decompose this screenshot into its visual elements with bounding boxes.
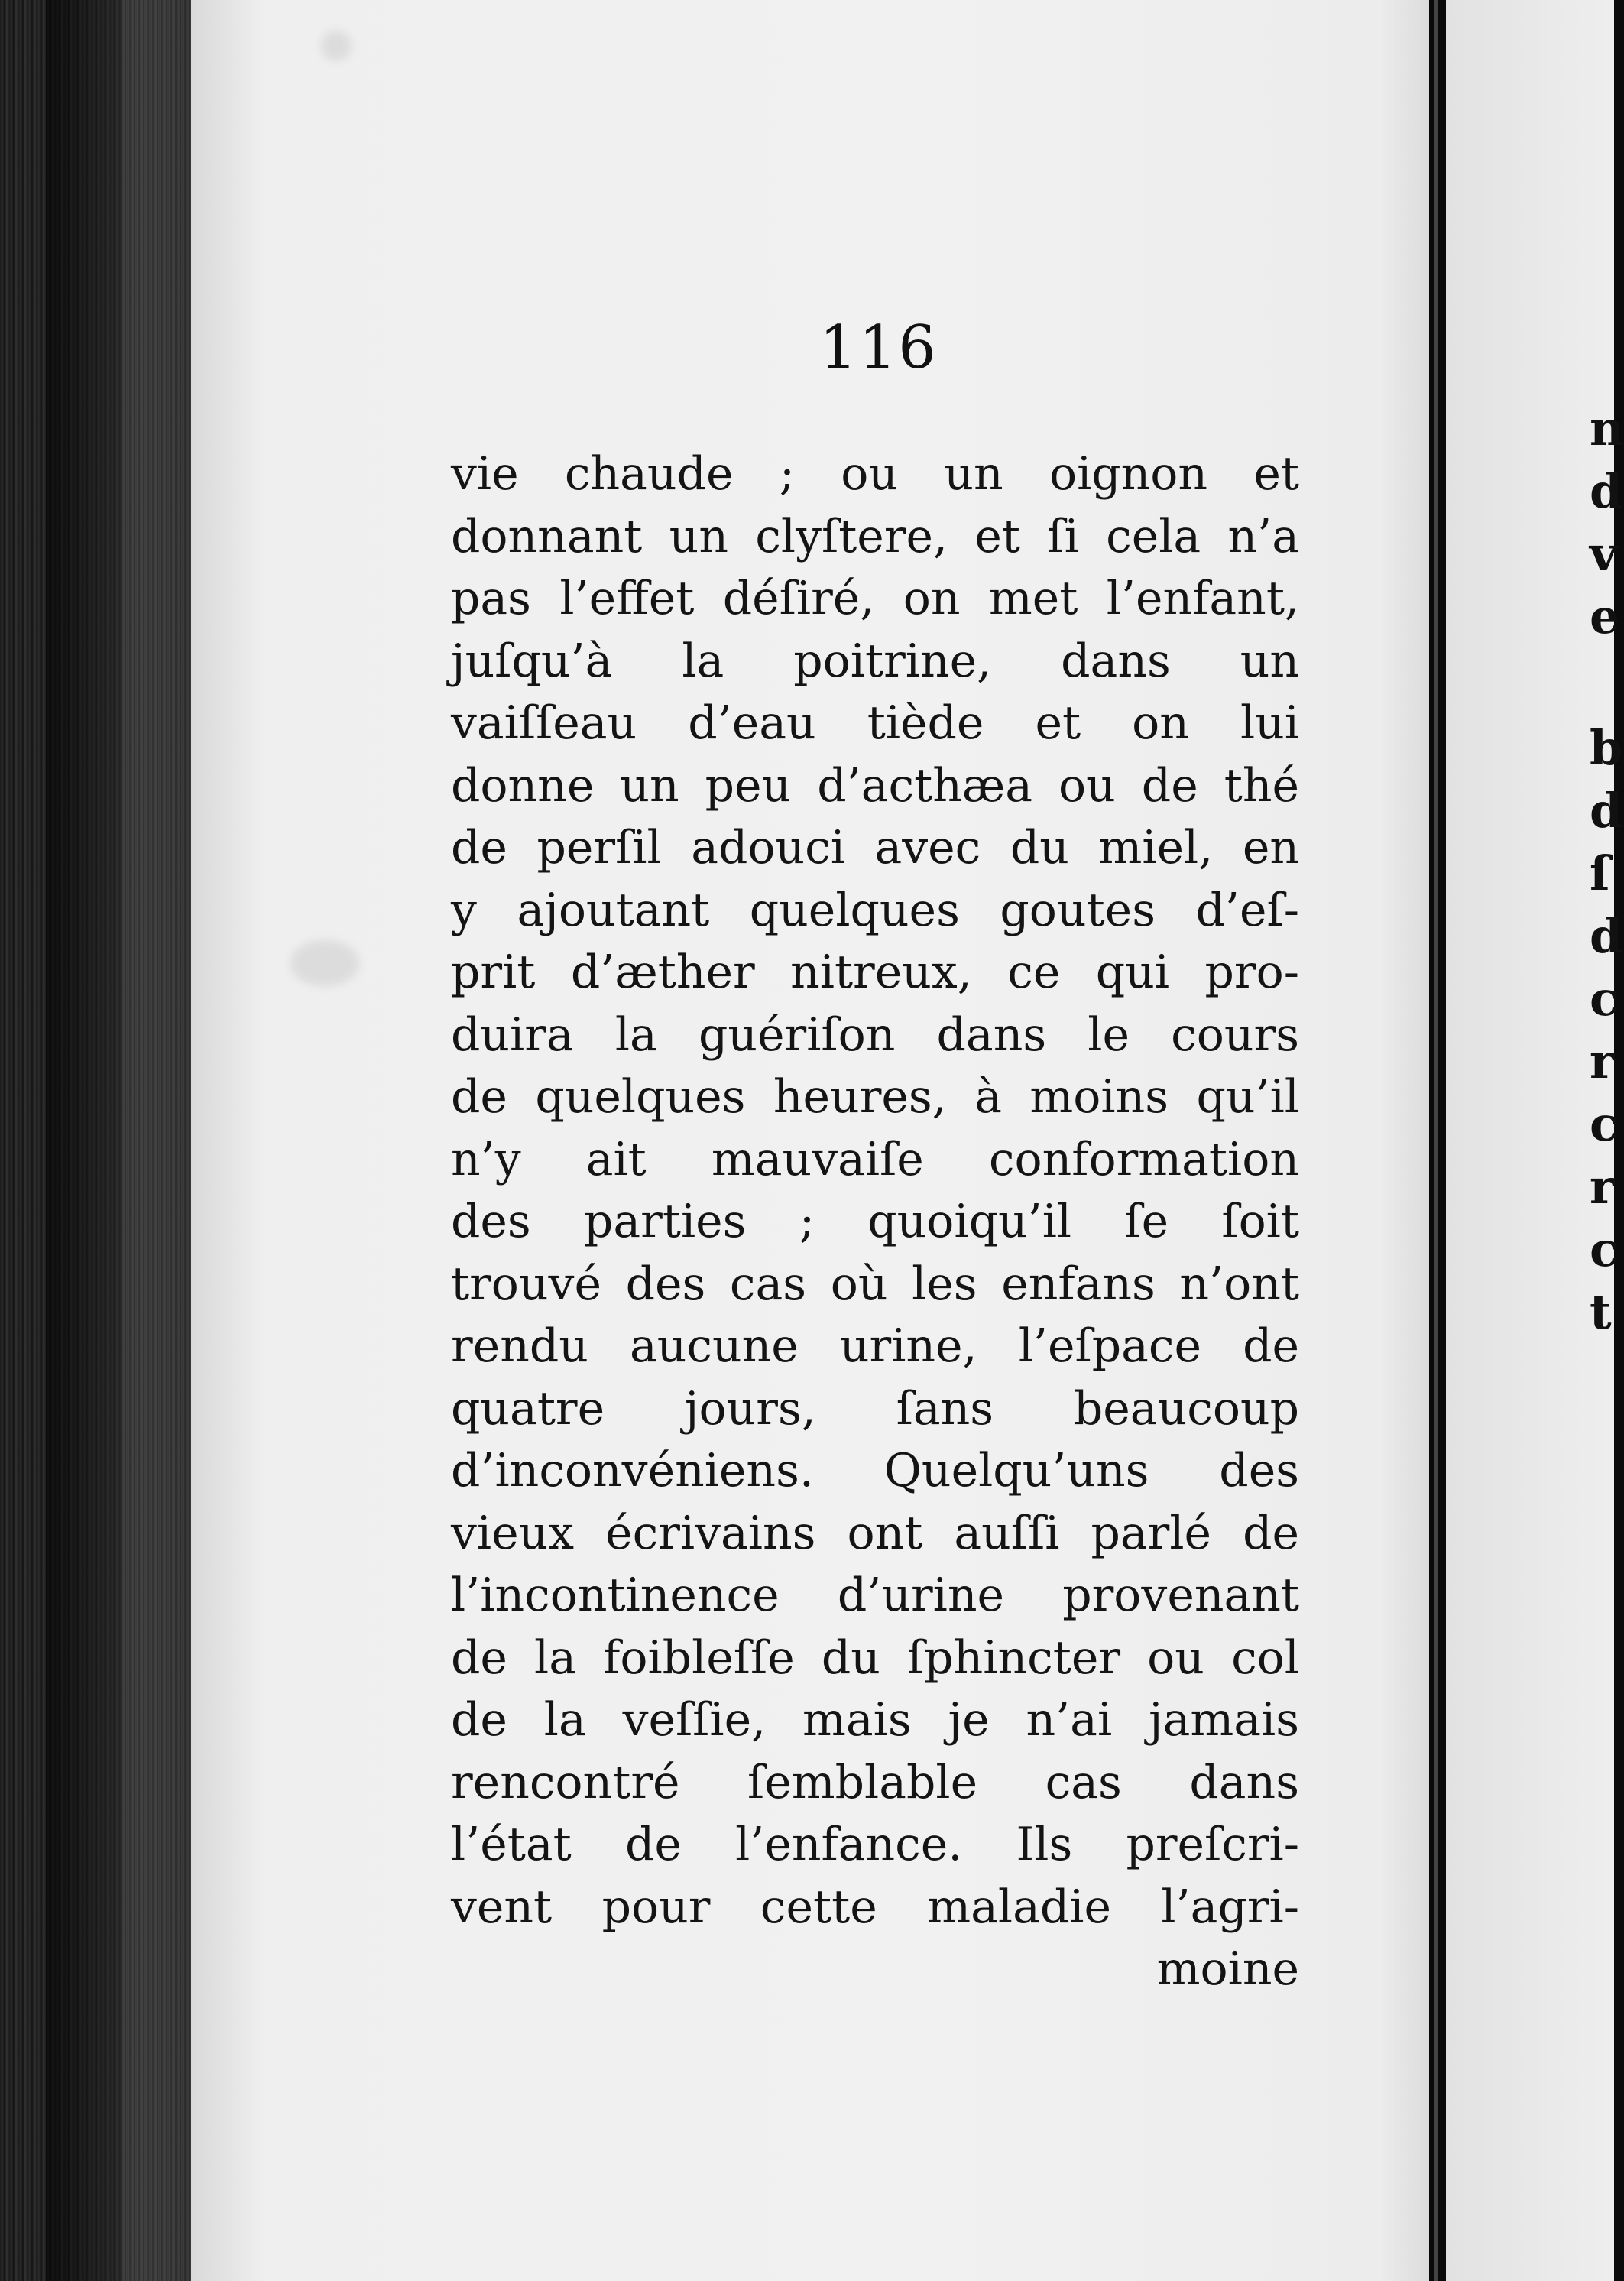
catchword: moine	[1156, 1942, 1299, 1996]
facing-line: r	[1590, 1159, 1615, 1215]
facing-line: c	[1590, 1096, 1619, 1152]
text-line: vieux écrivains ont auſſi parlé de	[451, 1506, 1299, 1560]
facing-line: c	[1590, 971, 1619, 1027]
text-line: vaiſſeau d’eau tiède et on lui	[451, 696, 1299, 750]
page-edges	[122, 0, 191, 2281]
text-line: n’y ait mauvaiſe conformation	[451, 1132, 1299, 1186]
stain	[290, 940, 359, 986]
facing-line: d	[1590, 783, 1623, 839]
page-number: 116	[819, 313, 938, 382]
text-line: de la foibleſſe du ſphincter ou col	[451, 1630, 1299, 1685]
page-gutter	[1429, 0, 1446, 2281]
text-line: rencontré ſemblable cas dans	[451, 1755, 1299, 1809]
text-line: trouvé des cas où les enfans n’ont	[451, 1257, 1299, 1311]
text-line: prit d’æther nitreux, ce qui pro-	[451, 946, 1299, 999]
text-line: donnant un clyſtere, et ſi cela n’a	[451, 509, 1299, 563]
text-line: l’incontinence d’urine provenant	[451, 1569, 1299, 1622]
facing-line: v	[1590, 526, 1618, 582]
facing-line: b	[1590, 720, 1623, 776]
body-text	[451, 443, 1299, 2001]
text-line: d’inconvéniens. Quelqu’uns des	[451, 1444, 1299, 1497]
facing-page-text	[1590, 397, 1624, 1344]
facing-page-edge	[1434, 0, 1438, 2281]
facing-line: ſ	[1590, 845, 1610, 901]
text-line: de perſil adouci avec du miel, en	[451, 821, 1299, 874]
facing-line: d	[1590, 463, 1623, 519]
text-line: vie chaude ; ou un oignon et	[451, 447, 1299, 501]
text-line: de quelques heures, à moins qu’il	[451, 1070, 1299, 1124]
facing-line: n	[1590, 401, 1624, 456]
text-line: vent pour cette maladie l’agri-	[451, 1880, 1299, 1934]
text-line: des parties ; quoiqu’il ſe ſoit	[451, 1195, 1299, 1248]
facing-gap	[1590, 648, 1620, 717]
facing-line: e	[1590, 589, 1620, 644]
facing-line: c	[1590, 1222, 1619, 1277]
facing-line: d	[1590, 908, 1623, 964]
text-line: l’état de l’enfance. Ils preſcri-	[451, 1818, 1299, 1871]
facing-line: r	[1590, 1033, 1615, 1089]
text-line: rendu aucune urine, l’eſpace de	[451, 1319, 1299, 1373]
facing-page	[1446, 0, 1614, 2281]
facing-line: t	[1590, 1284, 1612, 1340]
text-line: donne un peu d’acthæa ou de thé	[451, 758, 1299, 813]
text-line: juſqu’à la poitrine, dans un	[451, 634, 1299, 688]
text-line: duira la guériſon dans le cours	[451, 1007, 1299, 1062]
text-line: y ajoutant quelques goutes d’eſ-	[451, 883, 1299, 937]
text-line: de la veſſie, mais je n’ai jamais	[451, 1693, 1299, 1747]
text-line: quatre jours, ſans beaucoup	[451, 1381, 1299, 1436]
text-line: pas l’effet déſiré, on met l’enfant,	[451, 572, 1299, 625]
ink-spot	[321, 31, 352, 61]
